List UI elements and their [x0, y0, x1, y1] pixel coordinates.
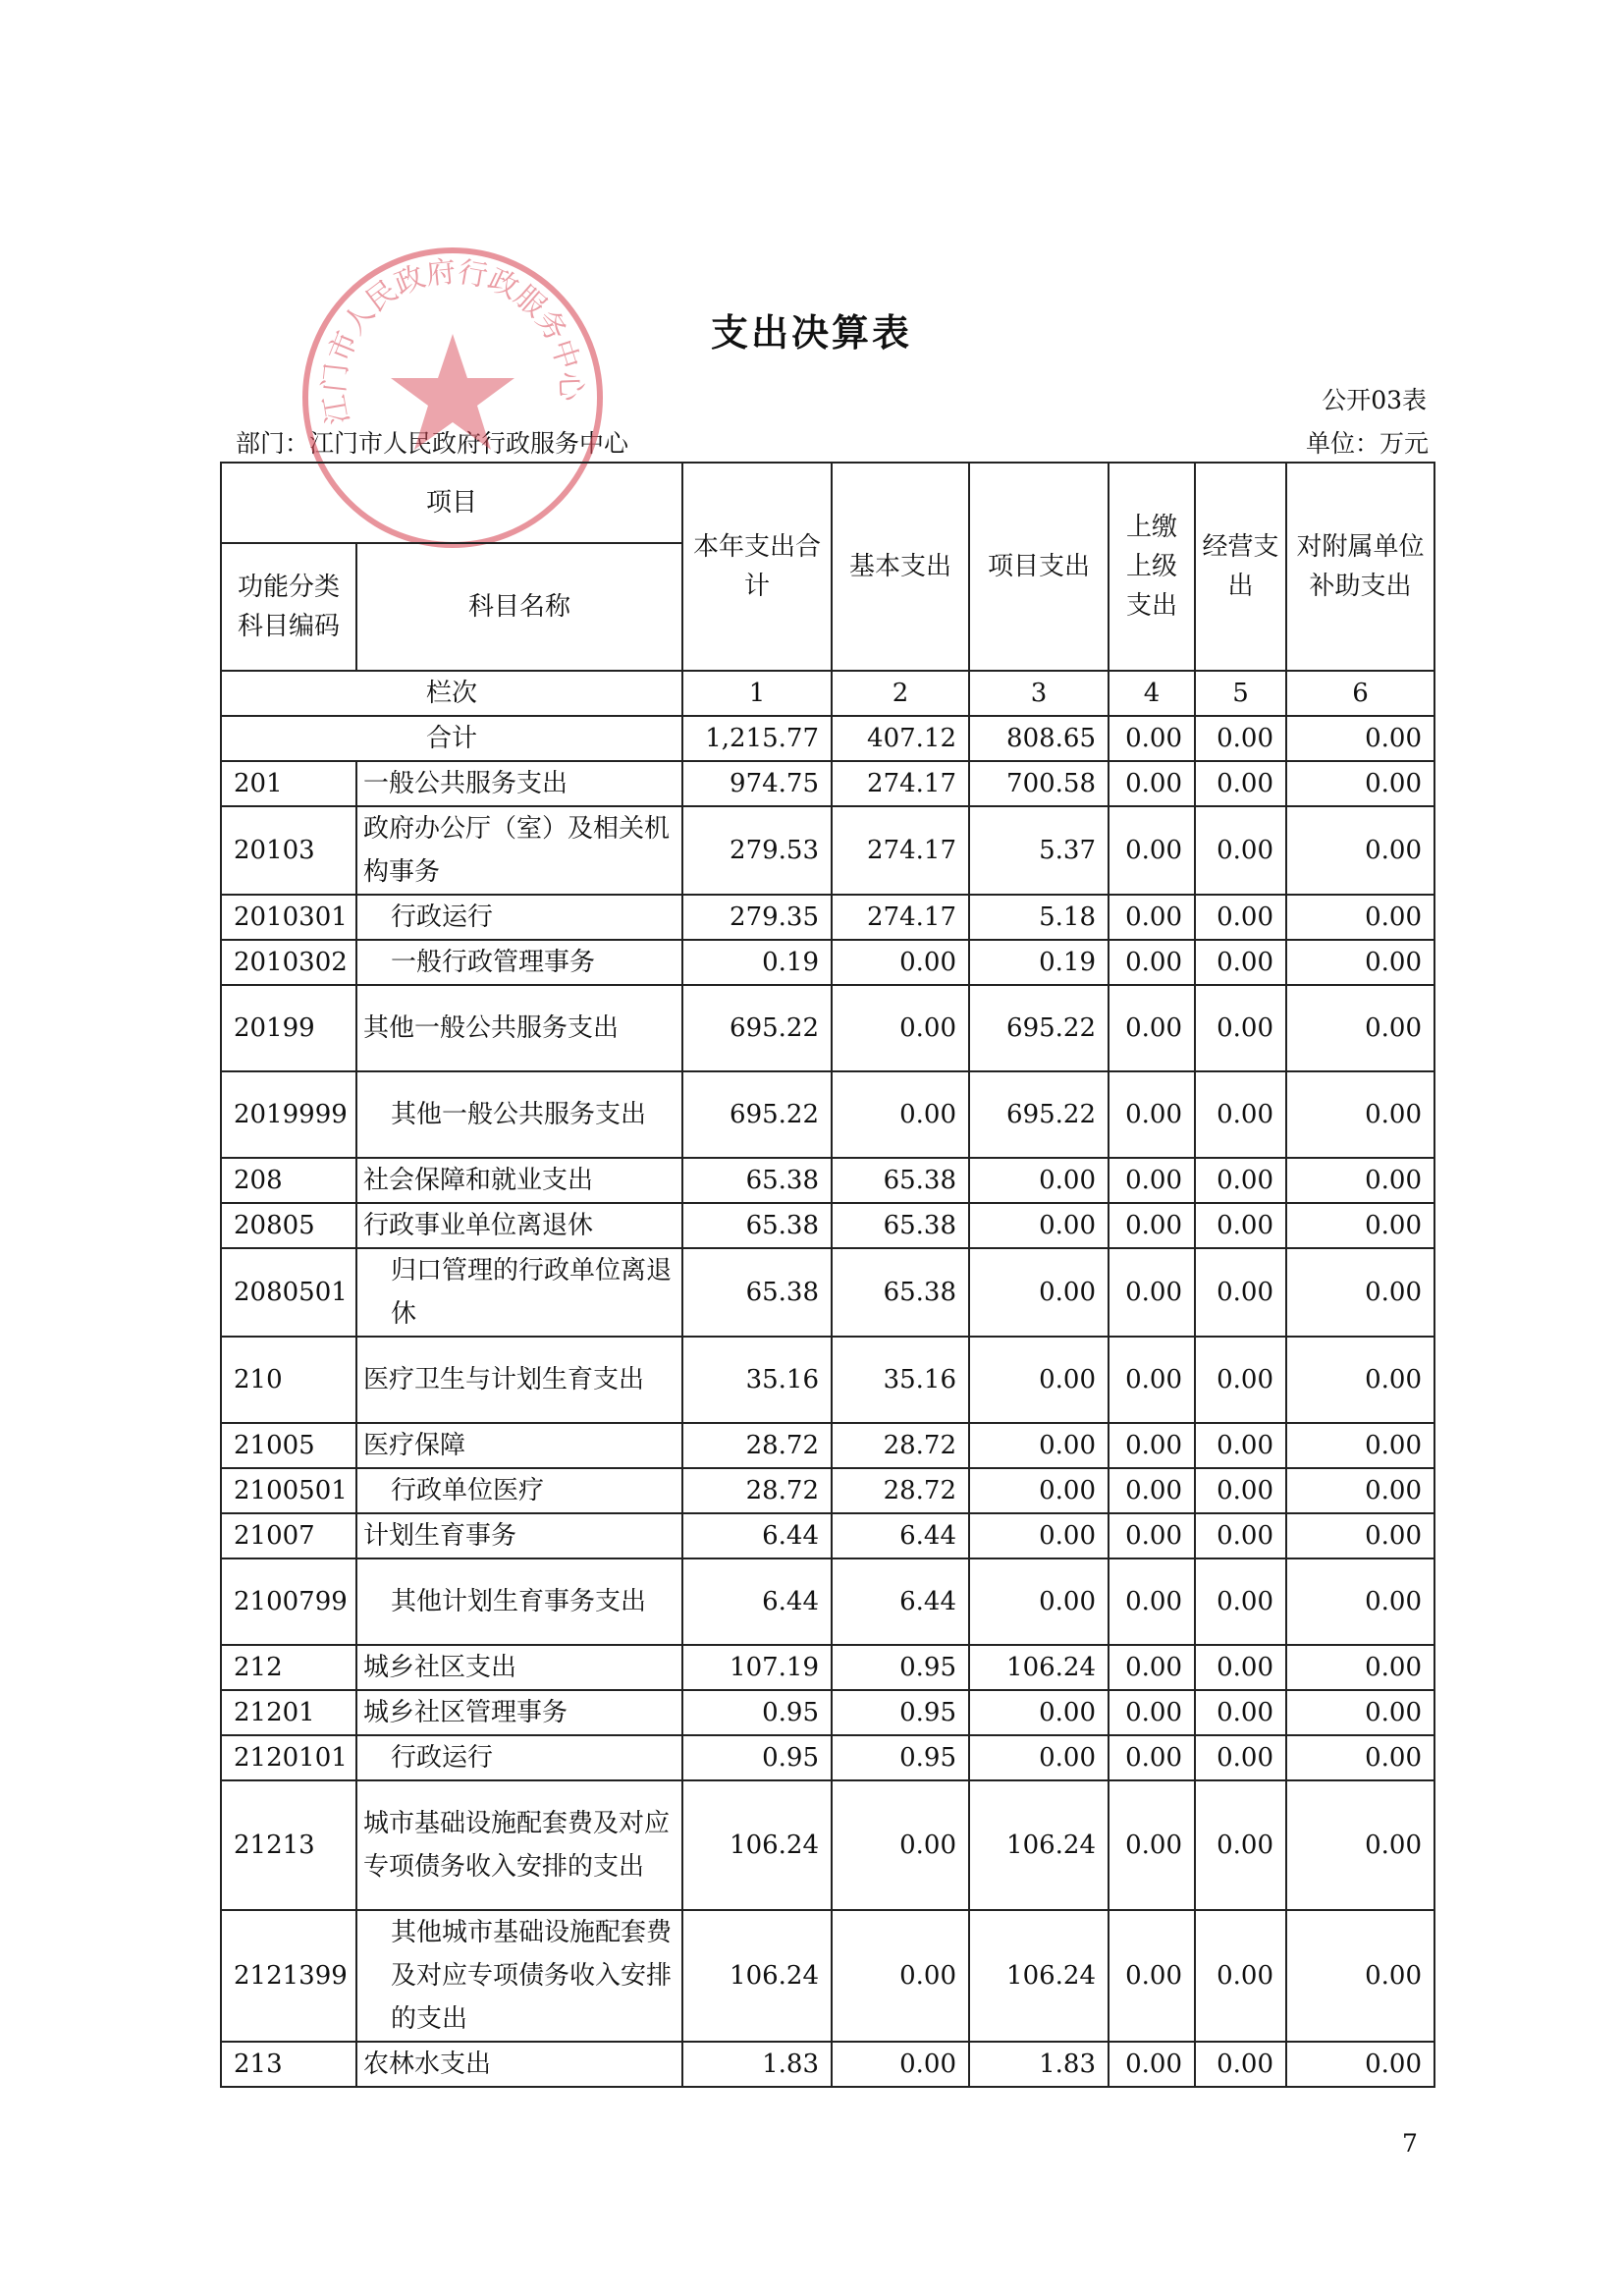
amount-cell: 0.00: [1286, 1910, 1434, 2042]
amount-cell: 0.00: [1109, 1248, 1195, 1337]
amount-cell: 0.00: [832, 1071, 969, 1158]
amount-cell: 0.00: [1195, 761, 1286, 806]
amount-cell: 106.24: [682, 1780, 832, 1910]
amount-cell: 0.00: [1286, 1203, 1434, 1248]
column-index: 1: [682, 671, 832, 716]
amount-cell: 0.00: [1286, 1690, 1434, 1735]
column-header: 经营支出: [1195, 463, 1286, 671]
amount-cell: 695.22: [682, 985, 832, 1071]
amount-cell: 65.38: [832, 1248, 969, 1337]
amount-cell: 0.00: [969, 1423, 1109, 1468]
amount-cell: 0.00: [969, 1158, 1109, 1203]
table-row: [221, 1645, 1434, 1690]
amount-cell: 28.72: [682, 1468, 832, 1513]
amount-cell: 65.38: [832, 1203, 969, 1248]
amount-cell: 0.00: [1109, 895, 1195, 940]
amount-cell: 6.44: [832, 1513, 969, 1558]
code-header: 功能分类科目编码: [221, 543, 356, 671]
subject-name: 其他计划生育事务支出: [356, 1558, 682, 1645]
amount-cell: 5.18: [969, 895, 1109, 940]
column-index: 2: [832, 671, 969, 716]
table-row: [221, 940, 1434, 985]
amount-cell: 0.00: [1195, 1423, 1286, 1468]
amount-cell: 279.35: [682, 895, 832, 940]
subject-name: 社会保障和就业支出: [356, 1158, 682, 1203]
amount-cell: 0.00: [1195, 1337, 1286, 1423]
subject-name: 农林水支出: [356, 2042, 682, 2087]
amount-cell: 35.16: [682, 1337, 832, 1423]
amount-cell: 0.00: [832, 985, 969, 1071]
amount-cell: 274.17: [832, 895, 969, 940]
amount-cell: 0.00: [1286, 2042, 1434, 2087]
subject-code: 21213: [221, 1780, 356, 1910]
amount-cell: 274.17: [832, 761, 969, 806]
subject-code: 2019999: [221, 1071, 356, 1158]
amount-cell: 0.00: [1286, 1780, 1434, 1910]
amount-cell: 0.00: [1286, 1158, 1434, 1203]
amount-cell: 0.00: [1109, 1735, 1195, 1780]
amount-cell: 0.00: [1286, 1735, 1434, 1780]
table-row: [221, 1203, 1434, 1248]
amount-cell: 0.00: [1109, 1158, 1195, 1203]
subject-code: 213: [221, 2042, 356, 2087]
total-row: [221, 716, 1434, 761]
subject-code: 2120101: [221, 1735, 356, 1780]
amount-cell: 0.95: [832, 1645, 969, 1690]
table-row: [221, 1780, 1434, 1910]
table-row: [221, 1910, 1434, 2042]
subject-code: 2010301: [221, 895, 356, 940]
amount-cell: 0.00: [1195, 1071, 1286, 1158]
subject-code: 210: [221, 1337, 356, 1423]
table-row: [221, 895, 1434, 940]
amount-cell: 0.00: [1286, 1071, 1434, 1158]
column-header: 项目支出: [969, 463, 1109, 671]
column-index: 6: [1286, 671, 1434, 716]
amount-cell: 0.00: [1109, 1558, 1195, 1645]
amount-cell: 0.00: [1195, 1248, 1286, 1337]
amount-cell: 6.44: [682, 1513, 832, 1558]
amount-cell: 974.75: [682, 761, 832, 806]
amount-cell: 695.22: [969, 1071, 1109, 1158]
amount-cell: 6.44: [682, 1558, 832, 1645]
subject-name: 其他一般公共服务支出: [356, 1071, 682, 1158]
subject-name: 城乡社区支出: [356, 1645, 682, 1690]
table-body: [221, 716, 1434, 2087]
column-header: 本年支出合计: [682, 463, 832, 671]
amount-cell: 0.00: [1109, 940, 1195, 985]
name-header: 科目名称: [356, 543, 682, 671]
column-header: 对附属单位补助支出: [1286, 463, 1434, 671]
amount-cell: 0.00: [1109, 1468, 1195, 1513]
amount-cell: 0.00: [1195, 806, 1286, 895]
amount-cell: 28.72: [682, 1423, 832, 1468]
document-title: 支出决算表: [710, 310, 912, 355]
amount-cell: 0.00: [1195, 1468, 1286, 1513]
table-row: [221, 2042, 1434, 2087]
subject-name: 政府办公厅（室）及相关机构事务: [356, 806, 682, 895]
table-row: [221, 761, 1434, 806]
amount-cell: 0.00: [1286, 806, 1434, 895]
amount-cell: 0.00: [1109, 1910, 1195, 2042]
table-row: [221, 1423, 1434, 1468]
amount-cell: 0.00: [1109, 1071, 1195, 1158]
table-row: [221, 985, 1434, 1071]
amount-cell: 0.00: [1109, 1337, 1195, 1423]
amount-cell: 0.00: [832, 1910, 969, 2042]
table-row: [221, 1690, 1434, 1735]
amount-cell: 0.00: [1286, 1423, 1434, 1468]
amount-cell: 65.38: [682, 1203, 832, 1248]
department-label: 部门：江门市人民政府行政服务中心: [236, 429, 629, 458]
amount-cell: 28.72: [832, 1468, 969, 1513]
amount-cell: 0.00: [1195, 1735, 1286, 1780]
amount-cell: 0.00: [1195, 1158, 1286, 1203]
amount-cell: 0.00: [1195, 940, 1286, 985]
subject-code: 21005: [221, 1423, 356, 1468]
column-index: 3: [969, 671, 1109, 716]
expenditure-table: [220, 462, 1435, 2088]
amount-cell: 0.00: [1286, 1248, 1434, 1337]
amount-cell: 107.19: [682, 1645, 832, 1690]
amount-cell: 695.22: [969, 985, 1109, 1071]
amount-cell: 0.00: [1109, 1780, 1195, 1910]
amount-cell: 6.44: [832, 1558, 969, 1645]
amount-cell: 0.00: [969, 1558, 1109, 1645]
amount-cell: 0.19: [682, 940, 832, 985]
amount-cell: 0.00: [969, 1690, 1109, 1735]
subject-name: 行政运行: [356, 895, 682, 940]
amount-cell: 0.95: [832, 1735, 969, 1780]
table-row: [221, 1248, 1434, 1337]
total-label: 合计: [221, 716, 682, 761]
amount-cell: 0.95: [832, 1690, 969, 1735]
table-row: [221, 1158, 1434, 1203]
amount-cell: 0.00: [832, 1780, 969, 1910]
amount-cell: 1.83: [969, 2042, 1109, 2087]
subject-code: 2100799: [221, 1558, 356, 1645]
table-row: [221, 1071, 1434, 1158]
amount-cell: 0.00: [1195, 2042, 1286, 2087]
amount-cell: 0.00: [1109, 761, 1195, 806]
table-row: [221, 1558, 1434, 1645]
subject-name: 行政单位医疗: [356, 1468, 682, 1513]
table-row: [221, 1735, 1434, 1780]
amount-cell: 0.00: [1195, 1910, 1286, 2042]
amount-cell: 0.00: [969, 1248, 1109, 1337]
amount-cell: 65.38: [832, 1158, 969, 1203]
table-row: [221, 1468, 1434, 1513]
subject-name: 医疗卫生与计划生育支出: [356, 1337, 682, 1423]
amount-cell: 0.95: [682, 1690, 832, 1735]
subject-code: 208: [221, 1158, 356, 1203]
amount-cell: 0.00: [969, 1513, 1109, 1558]
project-group-header: 项目: [221, 463, 682, 543]
subject-name: 计划生育事务: [356, 1513, 682, 1558]
amount-cell: 0.00: [1109, 2042, 1195, 2087]
amount-cell: 700.58: [969, 761, 1109, 806]
amount-cell: 0.00: [1109, 1645, 1195, 1690]
subject-name: 城乡社区管理事务: [356, 1690, 682, 1735]
table-row: [221, 1513, 1434, 1558]
subject-code: 21201: [221, 1690, 356, 1735]
unit-label: 单位：万元: [1305, 429, 1429, 458]
amount-cell: 695.22: [682, 1071, 832, 1158]
subject-code: 20103: [221, 806, 356, 895]
subject-code: 201: [221, 761, 356, 806]
table-row: [221, 1337, 1434, 1423]
amount-cell: 0.00: [1195, 1203, 1286, 1248]
amount-cell: 0.00: [1195, 1645, 1286, 1690]
page-number: 7: [1402, 2129, 1418, 2158]
amount-cell: 0.00: [1286, 1513, 1434, 1558]
amount-cell: 0.00: [1195, 895, 1286, 940]
amount-cell: 0.00: [1109, 1513, 1195, 1558]
amount-cell: 106.24: [969, 1645, 1109, 1690]
subject-name: 行政运行: [356, 1735, 682, 1780]
subject-code: 212: [221, 1645, 356, 1690]
amount-cell: 0.00: [1286, 895, 1434, 940]
amount-cell: 1.83: [682, 2042, 832, 2087]
subject-name: 归口管理的行政单位离退休: [356, 1248, 682, 1337]
subject-code: 2121399: [221, 1910, 356, 2042]
amount-cell: 106.24: [969, 1910, 1109, 2042]
subject-code: 2100501: [221, 1468, 356, 1513]
subject-code: 2080501: [221, 1248, 356, 1337]
amount-cell: 0.19: [969, 940, 1109, 985]
subject-name: 行政事业单位离退休: [356, 1203, 682, 1248]
total-value: 0.00: [1195, 716, 1286, 761]
amount-cell: 65.38: [682, 1158, 832, 1203]
amount-cell: 0.00: [1286, 1468, 1434, 1513]
amount-cell: 274.17: [832, 806, 969, 895]
subject-code: 21007: [221, 1513, 356, 1558]
table-row: [221, 806, 1434, 895]
amount-cell: 0.00: [832, 2042, 969, 2087]
amount-cell: 0.00: [969, 1735, 1109, 1780]
total-value: 0.00: [1109, 716, 1195, 761]
amount-cell: 28.72: [832, 1423, 969, 1468]
amount-cell: 0.00: [969, 1468, 1109, 1513]
amount-cell: 0.00: [1286, 1558, 1434, 1645]
amount-cell: 106.24: [969, 1780, 1109, 1910]
amount-cell: 0.00: [969, 1337, 1109, 1423]
amount-cell: 0.00: [1195, 1780, 1286, 1910]
amount-cell: 0.00: [1109, 806, 1195, 895]
amount-cell: 0.00: [1195, 1690, 1286, 1735]
amount-cell: 0.00: [1195, 1513, 1286, 1558]
amount-cell: 35.16: [832, 1337, 969, 1423]
amount-cell: 0.00: [1195, 985, 1286, 1071]
amount-cell: 0.00: [1195, 1558, 1286, 1645]
amount-cell: 0.95: [682, 1735, 832, 1780]
amount-cell: 0.00: [1286, 1645, 1434, 1690]
total-value: 808.65: [969, 716, 1109, 761]
subject-name: 一般行政管理事务: [356, 940, 682, 985]
amount-cell: 0.00: [969, 1203, 1109, 1248]
amount-cell: 0.00: [1286, 985, 1434, 1071]
amount-cell: 0.00: [1109, 1203, 1195, 1248]
total-value: 1,215.77: [682, 716, 832, 761]
amount-cell: 0.00: [1109, 1690, 1195, 1735]
column-header: 基本支出: [832, 463, 969, 671]
column-index: 5: [1195, 671, 1286, 716]
subject-code: 20805: [221, 1203, 356, 1248]
form-number: 公开03表: [1322, 386, 1427, 414]
amount-cell: 106.24: [682, 1910, 832, 2042]
total-value: 407.12: [832, 716, 969, 761]
subject-name: 一般公共服务支出: [356, 761, 682, 806]
amount-cell: 0.00: [1109, 985, 1195, 1071]
seal-text: 江门市人民政府行政服务中心: [317, 254, 588, 427]
amount-cell: 65.38: [682, 1248, 832, 1337]
amount-cell: 279.53: [682, 806, 832, 895]
subject-name: 城市基础设施配套费及对应专项债务收入安排的支出: [356, 1780, 682, 1910]
amount-cell: 0.00: [1286, 1337, 1434, 1423]
subject-code: 2010302: [221, 940, 356, 985]
column-header: 上缴上级支出: [1109, 463, 1195, 671]
amount-cell: 0.00: [832, 940, 969, 985]
column-index-label: 栏次: [221, 671, 682, 716]
column-index: 4: [1109, 671, 1195, 716]
subject-name: 其他一般公共服务支出: [356, 985, 682, 1071]
total-value: 0.00: [1286, 716, 1434, 761]
subject-name: 其他城市基础设施配套费及对应专项债务收入安排的支出: [356, 1910, 682, 2042]
subject-name: 医疗保障: [356, 1423, 682, 1468]
amount-cell: 5.37: [969, 806, 1109, 895]
subject-code: 20199: [221, 985, 356, 1071]
amount-cell: 0.00: [1109, 1423, 1195, 1468]
amount-cell: 0.00: [1286, 940, 1434, 985]
amount-cell: 0.00: [1286, 761, 1434, 806]
